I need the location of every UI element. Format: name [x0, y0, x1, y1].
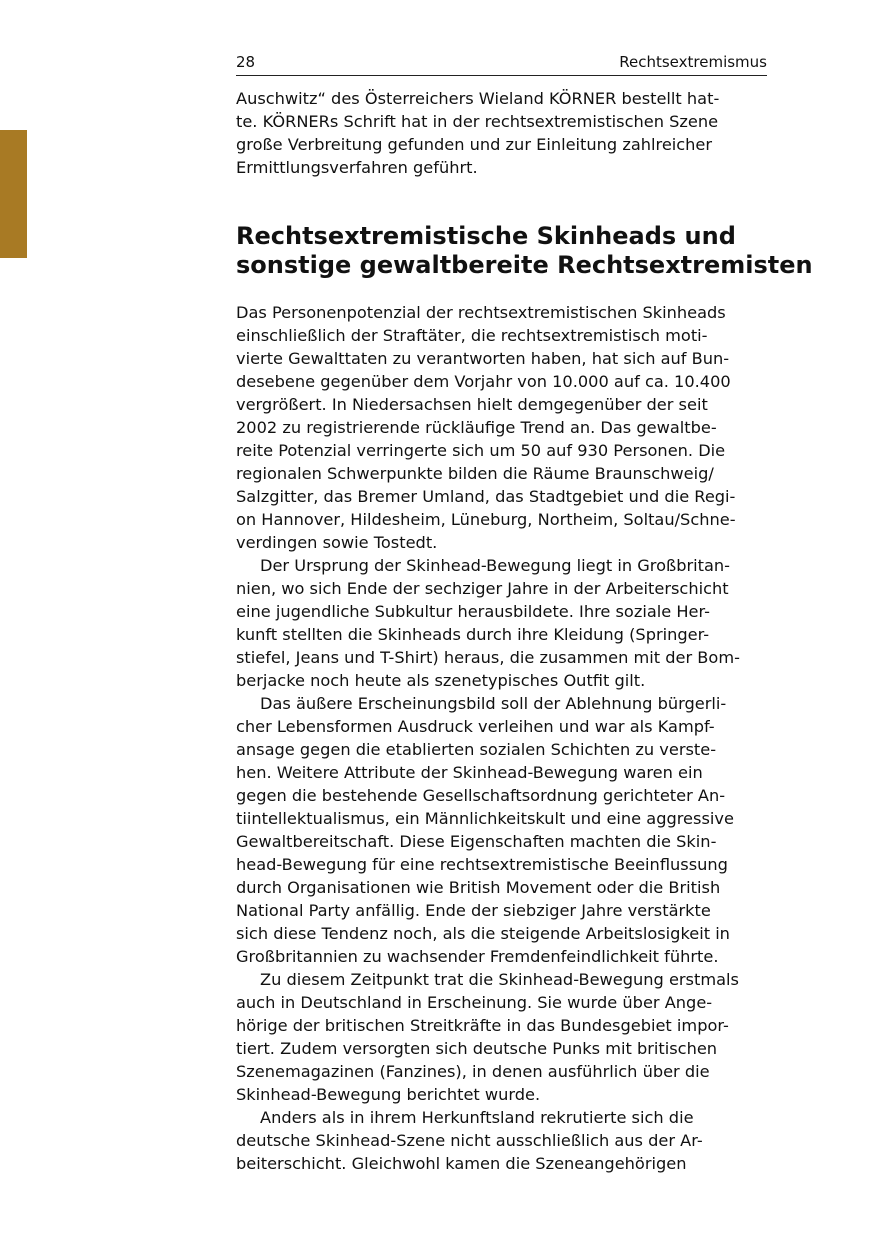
text-line: deutsche Skinhead-Szene nicht ausschließlich aus der Ar-: [236, 1131, 703, 1150]
text-line: Das Personenpotenzial der rechtsextremistischen Skinheads: [236, 303, 726, 322]
text-line: National Party anfällig. Ende der siebziger Jahre verstärkte: [236, 901, 711, 920]
text-line: tiert. Zudem versorgten sich deutsche Punks mit britischen: [236, 1039, 718, 1058]
heading-line: sonstige gewaltbereite Rechtsextremisten: [236, 251, 813, 279]
text-line: ansage gegen die etablierten sozialen Schichten zu verste-: [236, 740, 717, 759]
text-line: 2002 zu registrierende rückläufige Trend an. Das gewaltbe-: [236, 418, 717, 437]
header-rule: [236, 75, 767, 76]
text-line: Zu diesem Zeitpunkt trat die Skinhead-Bewegung erstmals: [260, 970, 739, 989]
text-line: on Hannover, Hildesheim, Lüneburg, Northeim, Soltau/Schne-: [236, 510, 736, 529]
page-number: 28: [236, 53, 256, 71]
text-line: hen. Weitere Attribute der Skinhead-Bewegung waren ein: [236, 763, 703, 782]
text-line: Szenemagazinen (Fanzines), in denen ausführlich über die: [236, 1062, 710, 1081]
text-line: Der Ursprung der Skinhead-Bewegung liegt in Großbritan-: [260, 556, 730, 575]
text-line: durch Organisationen wie British Movement oder die British: [236, 878, 721, 897]
text-line: Skinhead-Bewegung berichtet wurde.: [236, 1085, 541, 1104]
text-line: regionalen Schwerpunkte bilden die Räume Braunschweig/: [236, 464, 714, 483]
text-line: tiintellektualismus, ein Männlichkeitskult und eine aggressive: [236, 809, 734, 828]
text-line: einschließlich der Straftäter, die rechtsextremistisch moti-: [236, 326, 708, 345]
text-line: vierte Gewalttaten zu verantworten haben, hat sich auf Bun-: [236, 349, 730, 368]
text-line: sich diese Tendenz noch, als die steigende Arbeitslosigkeit in: [236, 924, 730, 943]
running-header: Rechtsextremismus: [619, 53, 767, 71]
heading-line: Rechtsextremistische Skinheads und: [236, 222, 736, 250]
text-line: Anders als in ihrem Herkunftsland rekrutierte sich die: [260, 1108, 694, 1127]
text-line: verdingen sowie Tostedt.: [236, 533, 438, 552]
section-heading: [236, 222, 813, 280]
chapter-side-tab: [0, 130, 27, 258]
text-line: desebene gegenüber dem Vorjahr von 10.000 auf ca. 10.400: [236, 372, 731, 391]
intro-paragraph: [236, 87, 796, 179]
text-line: kunft stellten die Skinheads durch ihre Kleidung (Springer-: [236, 625, 710, 644]
text-line: berjacke noch heute als szenetypisches Outfit gilt.: [236, 671, 646, 690]
text-line: cher Lebensformen Ausdruck verleihen und war als Kampf-: [236, 717, 715, 736]
section-body: [236, 301, 796, 1175]
text-line: stiefel, Jeans und T-Shirt) heraus, die zusammen mit der Bom-: [236, 648, 740, 667]
text-line: große Verbreitung gefunden und zur Einleitung zahlreicher: [236, 135, 713, 154]
text-line: reite Potenzial verringerte sich um 50 auf 930 Personen. Die: [236, 441, 726, 460]
text-line: auch in Deutschland in Erscheinung. Sie wurde über Ange-: [236, 993, 713, 1012]
text-line: Gewaltbereitschaft. Diese Eigenschaften machten die Skin-: [236, 832, 717, 851]
text-line: gegen die bestehende Gesellschaftsordnung gerichteter An-: [236, 786, 726, 805]
text-line: beiterschicht. Gleichwohl kamen die Szeneangehörigen: [236, 1154, 687, 1173]
text-line: head-Bewegung für eine rechtsextremistische Beeinflussung: [236, 855, 728, 874]
text-line: eine jugendliche Subkultur herausbildete. Ihre soziale Her-: [236, 602, 710, 621]
text-line: hörige der britischen Streitkräfte in das Bundesgebiet impor-: [236, 1016, 729, 1035]
text-line: Das äußere Erscheinungsbild soll der Ablehnung bürgerli-: [260, 694, 727, 713]
text-line: nien, wo sich Ende der sechziger Jahre in der Arbeiterschicht: [236, 579, 729, 598]
text-line: Salzgitter, das Bremer Umland, das Stadtgebiet und die Regi-: [236, 487, 736, 506]
text-line: Großbritannien zu wachsender Fremdenfeindlichkeit führte.: [236, 947, 719, 966]
text-line: vergrößert. In Niedersachsen hielt demgegenüber der seit: [236, 395, 708, 414]
text-line: te. KÖRNERs Schrift hat in der rechtsextremistischen Szene: [236, 112, 719, 131]
text-line: Ermittlungsverfahren geführt.: [236, 158, 478, 177]
text-line: Auschwitz“ des Österreichers Wieland KÖRNER bestellt hat-: [236, 89, 720, 108]
